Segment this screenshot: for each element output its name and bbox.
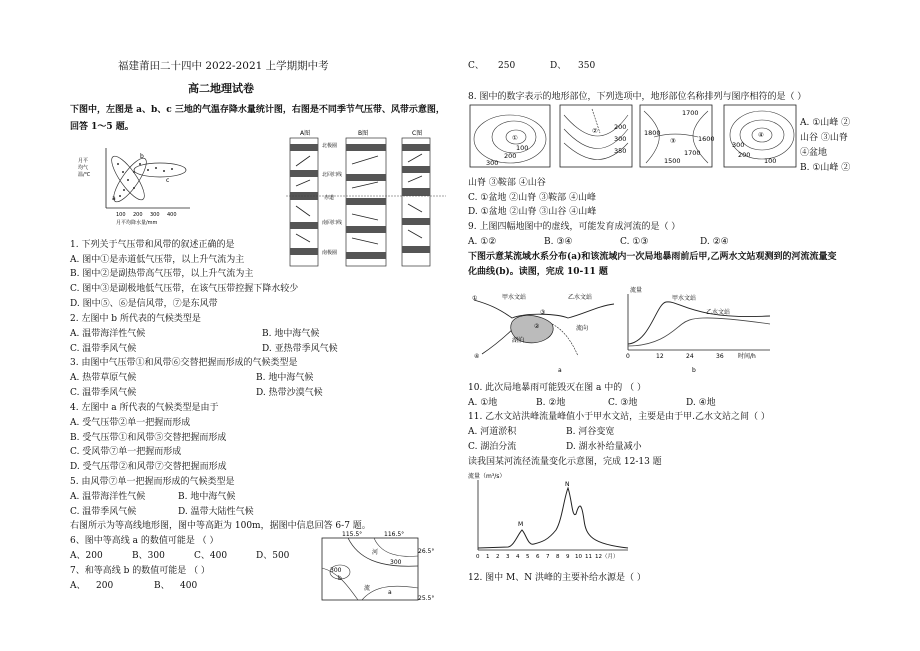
map-label-b: b — [338, 575, 342, 582]
intro-10-11-line-2: 化曲线(b)。读图，完成 10-11 题 — [468, 267, 608, 277]
q4-option-a: A. 受气压带②单一把握而形成 — [70, 418, 191, 428]
discharge-chart — [620, 284, 790, 374]
q1-option-d: D. 图中⑤、⑥是信风带，⑦是东风带 — [70, 299, 218, 309]
question-10: 10. 此次局地暴雨可能毁灭在图 a 中的 （ ） — [468, 383, 646, 393]
q8-option-a-part1: A. ①山峰 ② — [800, 118, 851, 128]
question-4: 4. 左图中 a 所代表的气候类型是由于 — [70, 403, 219, 413]
watershed-station-jia: 甲水文站 — [502, 294, 527, 301]
q5-option-a: A. 温带海洋性气候 — [70, 492, 146, 502]
q2-option-c: C. 温带季风气候 — [70, 344, 137, 354]
q5-option-d: D. 温带大陆性气候 — [178, 507, 254, 517]
q4-option-c: C. 受风带⑦单一把握而形成 — [70, 447, 182, 457]
discharge-xtick: 36 — [716, 353, 724, 360]
runoff-chart — [468, 470, 638, 566]
q6-option-a: A、200 — [70, 551, 103, 561]
runoff-xtick: 2 — [496, 554, 500, 560]
scatter-xtick: 200 — [133, 212, 143, 218]
q11-option-a: A. 河道淤积 — [468, 427, 517, 437]
q9-option-b: B. ③④ — [544, 237, 573, 247]
question-7: 7、和等高线 b 的数值可能是 （ ） — [70, 566, 210, 576]
watershed-site-1: ① — [472, 295, 478, 302]
runoff-xtick: 11 — [585, 554, 592, 560]
panel3-contour: 1700 — [682, 109, 699, 117]
panel1-contour: 300 — [486, 159, 499, 167]
watershed-site-2: ② — [534, 323, 540, 330]
intro-line-2: 回答 1～5 题。 — [70, 122, 134, 132]
panel2-contour: 350 — [614, 147, 627, 155]
q9-option-a: A. ①② — [468, 237, 497, 247]
landform-panels — [468, 103, 798, 171]
map-lon-2: 116.5° — [384, 531, 405, 538]
panel1-contour: 200 — [504, 152, 517, 160]
runoff-xtick: 0 — [476, 554, 480, 560]
scatter-xtick: 100 — [116, 212, 126, 218]
belt-label: 北极圈 — [322, 143, 338, 149]
scatter-ylabel-2: 均气 — [78, 165, 89, 171]
question-1: 1. 下列关于气压带和风带的叙述正确的是 — [70, 240, 235, 250]
panel3-label: ③ — [670, 137, 676, 145]
panel4-contour: 100 — [764, 157, 777, 165]
panel2-contour: 200 — [614, 123, 627, 131]
subject-title: 高二地理试卷 — [188, 82, 254, 95]
discharge-jia-label: 甲水文站 — [672, 295, 697, 302]
q2-option-b: B. 地中海气候 — [262, 329, 320, 339]
watershed-caption: a — [558, 367, 562, 374]
belt-figure-title-a: A图 — [300, 130, 311, 137]
discharge-ylabel: 流量 — [630, 287, 643, 294]
map-lat-1: 26.5° — [418, 548, 435, 555]
discharge-caption: b — [692, 367, 696, 374]
panel2-contour: 300 — [614, 135, 627, 143]
panel3-contour: 1500 — [664, 157, 681, 165]
q7-option-b-value: 400 — [180, 581, 198, 591]
map-label-a: a — [388, 589, 392, 596]
watershed-flow: 流向 — [576, 325, 589, 332]
panel3-contour: 1800 — [644, 129, 661, 137]
q6-option-b: B、300 — [132, 551, 165, 561]
belt-label: 南回归线 — [322, 220, 343, 226]
q8-option-b-part2: 山脊 ③鞍部 ④山谷 — [468, 178, 546, 188]
runoff-xtick: 6 — [536, 554, 540, 560]
runoff-xtick: 9 — [566, 554, 570, 560]
contour-map-6-7 — [318, 528, 444, 604]
question-6: 6、图中等高线 a 的数值可能是 （ ） — [70, 536, 219, 546]
q5-option-b: B. 地中海气候 — [178, 492, 236, 502]
q7-option-a-label: A、 — [70, 581, 86, 591]
map-river-char-2: 流 — [364, 585, 371, 592]
discharge-yi-label: 乙水文站 — [706, 309, 731, 316]
q3-option-d: D. 热带沙漠气候 — [256, 388, 323, 398]
question-5: 5. 由风带⑦单一把握而形成的气候类型是 — [70, 477, 235, 487]
q2-option-d: D. 亚热带季风气候 — [262, 344, 338, 354]
discharge-xtick: 24 — [686, 353, 694, 360]
q3-option-b: B. 地中海气候 — [256, 373, 314, 383]
runoff-xtick: 5 — [526, 554, 530, 560]
scatter-xtick: 300 — [150, 212, 160, 218]
panel4-contour: 300 — [732, 141, 745, 149]
q8-option-a-part3: ④盆地 — [800, 148, 828, 158]
q6-option-d: D、500 — [256, 551, 290, 561]
question-11: 11. 乙水文站洪峰流量峰值小于甲水文站，主要是由于甲.乙水文站之间（ ） — [468, 412, 770, 422]
panel2-label: ② — [592, 127, 598, 135]
runoff-xtick: 4 — [516, 554, 520, 560]
scatter-xtick: 400 — [167, 212, 177, 218]
discharge-xlabel: 时间/h — [738, 353, 756, 360]
watershed-site-4: ④ — [474, 353, 480, 360]
q3-option-a: A. 热带草原气候 — [70, 373, 137, 383]
q9-option-d: D. ②④ — [700, 237, 729, 247]
runoff-xtick: 7 — [546, 554, 550, 560]
question-12: 12. 图中 M、N 洪峰的主要补给水源是（ ） — [468, 573, 646, 583]
runoff-xtick: 1 — [486, 554, 490, 560]
watershed-station-yi: 乙水文站 — [568, 294, 593, 301]
runoff-xtick: 3 — [506, 554, 510, 560]
panel1-label: ① — [512, 134, 518, 142]
q6-option-c: C、400 — [194, 551, 228, 561]
panel4-contour: 200 — [738, 151, 751, 159]
q1-option-c: C. 图中③是副极地低气压带，在该气压带控握下降水较少 — [70, 284, 299, 294]
discharge-xtick: 12 — [656, 353, 664, 360]
intro-6-7: 右图所示为等高线地形图，图中等高距为 100m，据图中信息回答 6-7 题。 — [70, 521, 371, 531]
runoff-xtick: 12（月） — [595, 554, 619, 560]
map-contour-300-a: 300 — [390, 559, 402, 566]
climate-scatter-figure — [78, 140, 196, 226]
panel3-contour: 1600 — [698, 135, 715, 143]
q7-option-b-label: B、 — [154, 581, 170, 591]
prev-option-c-label: C、 — [468, 61, 484, 71]
q11-option-d: D. 湖水补给量减小 — [566, 442, 642, 452]
q11-option-b: B. 河谷变宽 — [566, 427, 615, 437]
q4-option-d: D. 受气压带②和风带⑦交替把握而形成 — [70, 462, 227, 472]
q8-option-a-part2: 山谷 ③山脊 — [800, 133, 848, 143]
belt-label: 赤道 — [324, 195, 335, 201]
panel4-label: ④ — [758, 131, 764, 139]
scatter-ylabel-1: 月平 — [78, 158, 89, 164]
scatter-label-c: c — [166, 177, 170, 184]
scatter-label-b: b — [140, 153, 144, 160]
intro-line-1: 下图中，左图是 a、b、c 三地的气温存降水量统计图，右图是不同季节气压带、风带示意图， — [70, 105, 445, 115]
q10-option-b: B. ②地 — [536, 398, 566, 408]
question-2: 2. 左图中 b 所代表的气候类型是 — [70, 314, 201, 324]
runoff-peak-n: N — [565, 481, 570, 488]
runoff-xtick: 10 — [575, 554, 582, 560]
intro-12-13: 读我国某河流径流量变化示意图，完成 12-13 题 — [468, 457, 662, 467]
school-title: 福建莆田二十四中 2022-2021 上学期期中考 — [118, 60, 329, 72]
watershed-map — [468, 284, 618, 374]
prev-option-d-value: 350 — [578, 61, 596, 71]
q10-option-a: A. ①地 — [468, 398, 498, 408]
discharge-xtick: 0 — [626, 353, 630, 360]
pressure-belt-figure — [286, 126, 446, 270]
q1-option-b: B. 图中②是副热带高气压带，以上升气流为主 — [70, 269, 254, 279]
q10-option-d: D. ④地 — [686, 398, 716, 408]
q1-option-a: A. 图中①是赤道低气压带，以上升气流为主 — [70, 255, 245, 265]
q10-option-c: C. ③地 — [608, 398, 638, 408]
q8-option-c: C. ①盆地 ②山脊 ③鞍部 ④山峰 — [468, 193, 596, 203]
panel1-contour: 100 — [516, 144, 529, 152]
question-3: 3. 由图中气压带①和风带⑥交替把握而形成的气候类型是 — [70, 358, 298, 368]
map-contour-300-b: 300 — [330, 567, 342, 574]
panel3-contour: 1700 — [684, 149, 701, 157]
q8-option-b-part1: B. ①山峰 ② — [800, 163, 851, 173]
q7-option-a-value: 200 — [96, 581, 114, 591]
belt-figure-title-b: B图 — [358, 130, 369, 137]
prev-option-d-label: D、 — [550, 61, 567, 71]
watershed-lake: 湖泊 — [512, 337, 525, 344]
q4-option-b: B. 受气压带①和风带⑤交替把握而形成 — [70, 433, 227, 443]
scatter-label-a: a — [112, 195, 116, 202]
scatter-ylabel-3: 温/℃ — [78, 172, 91, 178]
prev-option-c-value: 250 — [498, 61, 516, 71]
belt-label: 北回归线 — [322, 172, 343, 178]
belt-figure-title-c: C图 — [412, 130, 423, 137]
runoff-xtick: 8 — [556, 554, 560, 560]
q9-option-c: C. ①③ — [620, 237, 649, 247]
belt-label: 南极圈 — [322, 250, 338, 256]
map-lon-1: 115.5° — [342, 531, 363, 538]
watershed-site-3: ③ — [540, 309, 546, 316]
q3-option-c: C. 温带季风气候 — [70, 388, 137, 398]
runoff-peak-m: M — [518, 521, 524, 528]
q8-option-d: D. ①盆地 ②山脊 ③山谷 ④山峰 — [468, 207, 597, 217]
q5-option-c: C. 温带季风气候 — [70, 507, 137, 517]
scatter-xlabel: 月平均降水量/mm — [116, 220, 158, 226]
q2-option-a: A. 温带海洋性气候 — [70, 329, 146, 339]
question-8: 8. 图中的数字表示的地形部位，下列选项中，地形部位名称排列与图序相符的是（ ） — [468, 92, 807, 102]
question-9: 9. 上图四幅地图中的虚线，可能发育成河流的是（ ） — [468, 222, 681, 232]
q11-option-c: C. 湖泊分流 — [468, 442, 517, 452]
runoff-ylabel: 流量（m³/s） — [468, 473, 506, 480]
intro-10-11-line-1: 下图示意某流域水系分布(a)和该流域内一次局地暴雨前后甲,乙两水文站观测到的河流流量变 — [468, 252, 837, 262]
map-river-char-1: 河 — [372, 549, 379, 556]
map-lat-2: 25.5° — [418, 595, 435, 602]
